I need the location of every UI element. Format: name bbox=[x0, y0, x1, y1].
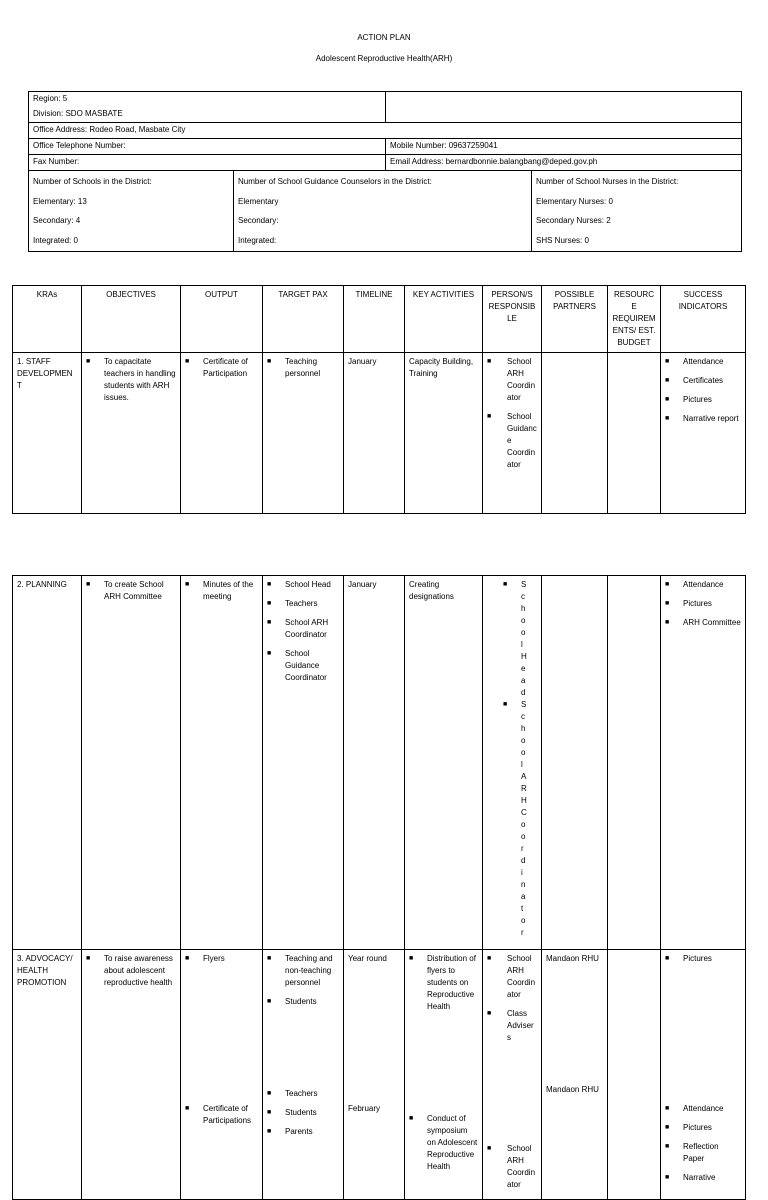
table-row bbox=[13, 950, 746, 1200]
table-row bbox=[13, 353, 746, 514]
persons-cell: ■ School Head ■ School ARH Coordinator bbox=[483, 576, 542, 950]
document-subtitle: Adolescent Reproductive Health(ARH) bbox=[315, 54, 453, 63]
target-cell: ■ School Head ■ Teachers ■ School ARH Coordinator ■ School Guidance Coordinator bbox=[263, 576, 344, 950]
header-resource-budget: RESOURCE REQUIREMENTS/ EST. BUDGET bbox=[608, 286, 661, 353]
header-success-indicators: SUCCESS INDICATORS bbox=[661, 286, 746, 353]
table-row bbox=[13, 576, 746, 950]
objective-cell: ■ To capacitate teachers in handling students with ARH issues. bbox=[82, 353, 181, 514]
kra-cell: 1. STAFF DEVELOPMENT bbox=[13, 353, 82, 514]
partners-cell bbox=[542, 353, 608, 514]
action-plan-table bbox=[12, 285, 746, 514]
office-telephone: Office Telephone Number: bbox=[29, 139, 386, 155]
division: Division: SDO MASBATE bbox=[29, 107, 386, 123]
header-timeline: TIMELINE bbox=[344, 286, 405, 353]
office-address: Office Address: Rodeo Road, Masbate City bbox=[29, 123, 742, 139]
target-cell: ■ Teaching and non-teaching personnel ■ Students ■ Teachers ■ Students ■ Parents bbox=[263, 950, 344, 1200]
kra-cell: 3. ADVOCACY/ HEALTH PROMOTION bbox=[13, 950, 82, 1200]
output-cell: ■ Minutes of the meeting bbox=[181, 576, 263, 950]
budget-cell bbox=[608, 950, 661, 1200]
nurses-count: Number of School Nurses in the District: Elementary Nurses: 0 Secondary Nurses: 2 SHS Nurses: 0 bbox=[532, 171, 742, 252]
header-possible-partners: POSSIBLE PARTNERS bbox=[542, 286, 608, 353]
document-title: ACTION PLAN bbox=[357, 33, 411, 42]
header-persons-responsible: PERSON/S RESPONSIBLE bbox=[483, 286, 542, 353]
email-address: Email Address: bernardbonnie.balangbang@deped.gov.ph bbox=[386, 155, 742, 171]
objective-cell: ■ To create School ARH Committee bbox=[82, 576, 181, 950]
activities-cell: Creating designations bbox=[405, 576, 483, 950]
partners-cell bbox=[542, 576, 608, 950]
indicators-cell: ■ Pictures ■ Attendance ■ Pictures ■ Reflection Paper ■ Narrative bbox=[661, 950, 746, 1200]
schools-count: Number of Schools in the District: Elementary: 13 Secondary: 4 Integrated: 0 bbox=[29, 171, 234, 252]
partners-cell: Mandaon RHU Mandaon RHU bbox=[542, 950, 608, 1200]
indicators-cell: ■ Attendance ■ Certificates ■ Pictures ■ Narrative report bbox=[661, 353, 746, 514]
target-cell: ■ Teaching personnel bbox=[263, 353, 344, 514]
timeline-cell: January bbox=[344, 353, 405, 514]
action-plan-table-continued bbox=[12, 575, 746, 1200]
header-output: OUTPUT bbox=[181, 286, 263, 353]
timeline-cell: Year round February bbox=[344, 950, 405, 1200]
activities-cell: Capacity Building, Training bbox=[405, 353, 483, 514]
region: Region: 5 bbox=[29, 92, 386, 108]
budget-cell bbox=[608, 353, 661, 514]
blank-cell bbox=[386, 92, 742, 123]
header-target-pax: TARGET PAX bbox=[263, 286, 344, 353]
header-kras: KRAs bbox=[13, 286, 82, 353]
output-cell: ■ Certificate of Participation bbox=[181, 353, 263, 514]
mobile-number: Mobile Number: 09637259041 bbox=[386, 139, 742, 155]
output-cell: ■ Flyers ■ Certificate of Participations bbox=[181, 950, 263, 1200]
budget-cell bbox=[608, 576, 661, 950]
activities-cell: ■ Distribution of flyers to students on Reproductive Health ■ Conduct of symposium on Adolescent Reproductive Health bbox=[405, 950, 483, 1200]
persons-cell: ■ School ARH Coordinator ■ School Guidance Coordinator bbox=[483, 353, 542, 514]
header-key-activities: KEY ACTIVITIES bbox=[405, 286, 483, 353]
kra-cell: 2. PLANNING bbox=[13, 576, 82, 950]
office-info-table bbox=[28, 91, 742, 252]
counselors-count: Number of School Guidance Counselors in the District: Elementary Secondary: Integrated: bbox=[234, 171, 532, 252]
objective-cell: ■ To raise awareness about adolescent reproductive health bbox=[82, 950, 181, 1200]
indicators-cell: ■ Attendance ■ Pictures ■ ARH Committee bbox=[661, 576, 746, 950]
persons-cell: ■ School ARH Coordinator ■ Class Advisers ■ School ARH Coordinator bbox=[483, 950, 542, 1200]
header-objectives: OBJECTIVES bbox=[82, 286, 181, 353]
fax-number: Fax Number: bbox=[29, 155, 386, 171]
timeline-cell: January bbox=[344, 576, 405, 950]
